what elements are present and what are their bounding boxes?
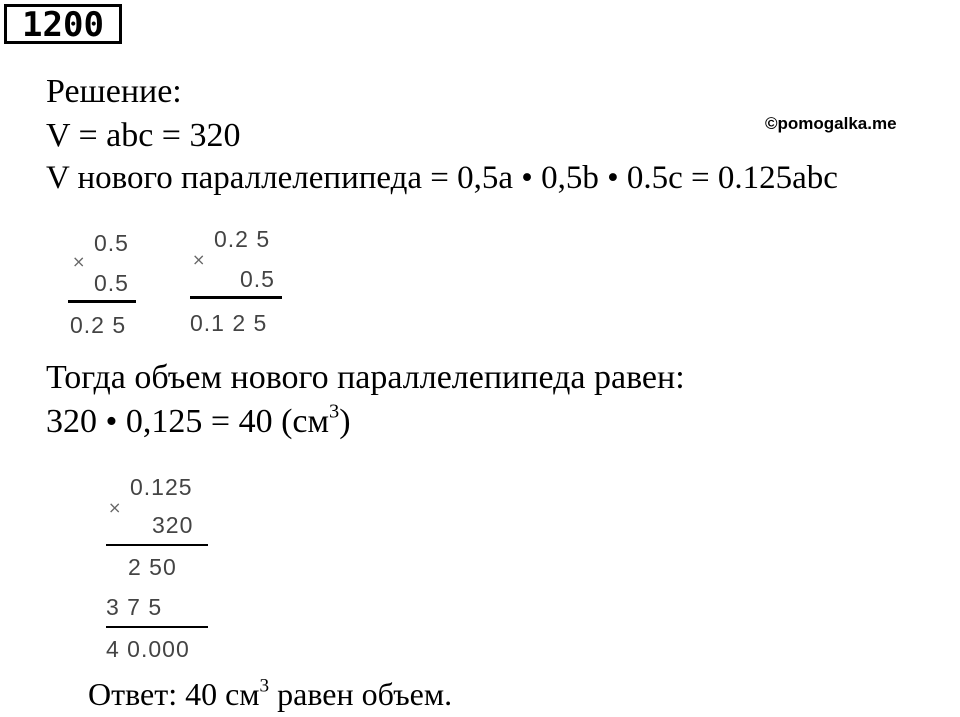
- solution-label: Решение:: [46, 73, 182, 110]
- new-volume-formula: V нового параллелепипеда = 0,5a • 0,5b • 0.5c = 0.125abc: [46, 160, 838, 196]
- calc3-partial-1: 2 50: [128, 554, 177, 580]
- final-calculation: [46, 402, 351, 442]
- calc2-result: 0.1 2 5: [190, 310, 268, 336]
- volume-formula: V = abc = 320: [46, 117, 241, 154]
- calc2-bottom: 0.5: [240, 266, 275, 292]
- calc2-rule: [190, 296, 282, 299]
- problem-number: 1200: [4, 4, 122, 44]
- calc3-rule-1: [106, 544, 208, 546]
- calc1-result: 0.2 5: [70, 312, 127, 338]
- calc3-rule-2: [106, 626, 208, 628]
- multiply-sign: ×: [108, 498, 122, 517]
- watermark: ©pomogalka.me: [765, 114, 897, 133]
- calc1-bottom: 0.5: [94, 270, 129, 296]
- multiply-sign: ×: [192, 250, 206, 269]
- calc1-rule: [68, 300, 136, 303]
- multiply-sign: ×: [72, 252, 86, 271]
- answer-line: [88, 674, 452, 714]
- calc3-result: 4 0.000: [106, 636, 190, 662]
- calc-prefix: 320 • 0,125 = 40 (см: [46, 403, 330, 440]
- then-volume-text: Тогда объем нового параллелепипеда равен:: [46, 359, 685, 396]
- calc-suffix: ): [339, 403, 351, 440]
- answer-prefix: Ответ: 40 см: [88, 676, 260, 712]
- calc3-partial-2: 3 7 5: [106, 594, 163, 620]
- calc3-bottom: 320: [152, 512, 194, 538]
- calc1-top: 0.5: [94, 230, 129, 256]
- calc2-top: 0.2 5: [214, 226, 271, 252]
- calc3-top: 0.125: [130, 474, 193, 500]
- answer-suffix: равен объем.: [269, 676, 453, 712]
- calc-exponent: 3: [329, 400, 340, 423]
- answer-exponent: 3: [259, 675, 270, 697]
